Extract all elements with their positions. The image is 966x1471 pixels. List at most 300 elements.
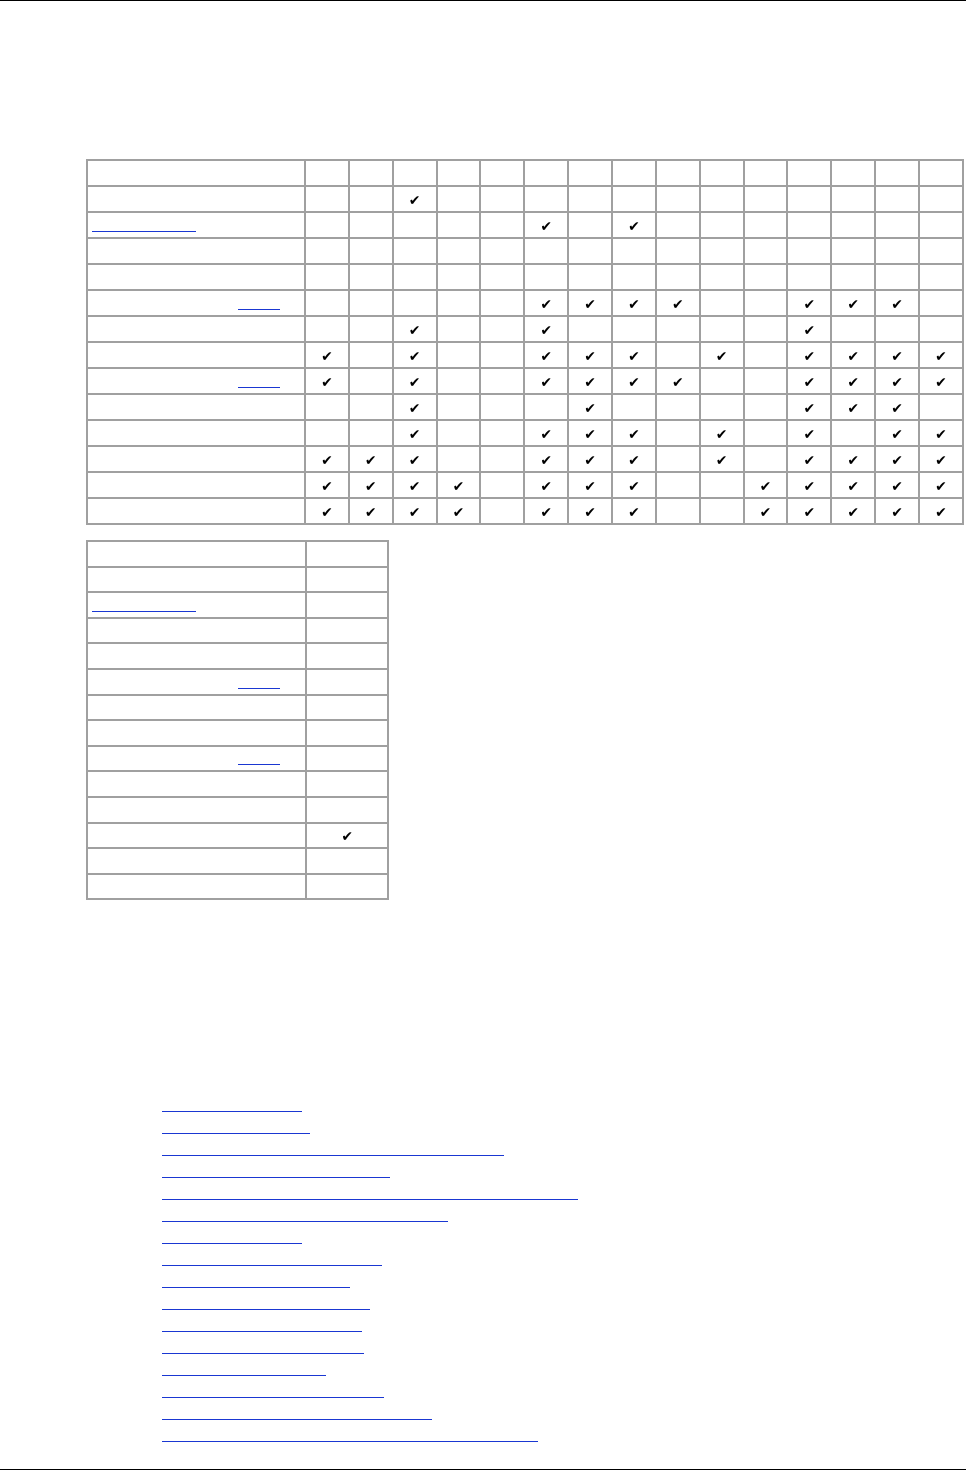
checkmark-icon: ✔: [891, 400, 903, 416]
matrix-cell: [394, 239, 436, 263]
matrix-cell: [307, 849, 387, 873]
matrix-cell: [788, 213, 830, 237]
checkmark-icon: ✔: [408, 192, 421, 208]
matrix-cell: [525, 265, 567, 289]
checkmark-icon: ✔: [803, 374, 816, 390]
checkmark-icon: ✔: [584, 452, 596, 468]
matrix-cell: [525, 395, 567, 419]
checkmark-icon: ✔: [584, 426, 596, 442]
matrix-cell: [745, 343, 787, 367]
checkmark-icon: ✔: [935, 374, 947, 390]
matrix-cell: [525, 343, 567, 367]
row-label-cell: [88, 447, 304, 471]
matrix-cell: [525, 187, 567, 211]
checkmark-icon: ✔: [935, 478, 947, 494]
matrix-cell: [525, 473, 567, 497]
matrix-cell: [307, 721, 387, 745]
checkmark-icon: ✔: [408, 426, 421, 442]
matrix-cell: [481, 213, 523, 237]
checkmark-icon: ✔: [935, 426, 947, 442]
checkmark-icon: ✔: [628, 348, 640, 364]
row-label-cell: [88, 542, 305, 566]
matrix-cell: [481, 395, 523, 419]
matrix-cell: [876, 239, 918, 263]
matrix-cell: [394, 473, 436, 497]
matrix-cell: [525, 317, 567, 341]
matrix-cell: [307, 568, 387, 592]
matrix-cell: [307, 670, 387, 694]
checkmark-icon: ✔: [847, 374, 860, 390]
matrix-cell: [306, 499, 348, 523]
matrix-cell: [657, 395, 699, 419]
checkmark-icon: ✔: [935, 452, 947, 468]
matrix-cell: [788, 499, 830, 523]
row-label-cell: [88, 499, 304, 523]
checkmark-icon: ✔: [759, 478, 772, 494]
matrix-cell: [876, 447, 918, 471]
checkmark-icon: ✔: [803, 322, 816, 338]
matrix-cell: [525, 239, 567, 263]
matrix-cell: [701, 239, 743, 263]
matrix-cell: [306, 161, 348, 185]
matrix-a-row: [88, 395, 962, 419]
checkmark-icon: ✔: [628, 218, 640, 234]
matrix-cell: [920, 343, 962, 367]
matrix-a-row: [88, 421, 962, 445]
matrix-cell: [701, 291, 743, 315]
checkmark-icon: ✔: [715, 348, 728, 364]
checkmark-icon: ✔: [584, 478, 596, 494]
matrix-cell: [832, 161, 874, 185]
checkmark-icon: ✔: [671, 296, 684, 312]
matrix-cell: [920, 447, 962, 471]
row-label-cell: [88, 798, 305, 822]
matrix-cell: [525, 421, 567, 445]
checkmark-icon: ✔: [452, 478, 465, 494]
checkmark-icon: ✔: [847, 348, 860, 364]
matrix-cell: [920, 317, 962, 341]
matrix-cell: [613, 161, 655, 185]
matrix-cell: [876, 317, 918, 341]
reference-link[interactable]: [162, 1177, 390, 1178]
matrix-cell: [569, 343, 611, 367]
row-label-cell: [88, 343, 304, 367]
matrix-cell: [306, 213, 348, 237]
matrix-cell: [306, 265, 348, 289]
reference-link[interactable]: [162, 1111, 302, 1112]
checkmark-icon: ✔: [671, 374, 684, 390]
checkmark-icon: ✔: [891, 374, 903, 390]
matrix-a-row: [88, 291, 962, 315]
row-label-cell: [88, 644, 305, 668]
matrix-cell: [481, 317, 523, 341]
matrix-cell: [481, 369, 523, 393]
matrix-cell: [613, 343, 655, 367]
row-label-cell: [88, 747, 305, 771]
checkmark-icon: ✔: [408, 374, 421, 390]
matrix-cell: [569, 447, 611, 471]
matrix-cell: [438, 395, 480, 419]
matrix-cell: [307, 875, 387, 899]
checkmark-icon: ✔: [891, 478, 903, 494]
checkmark-icon: ✔: [540, 348, 553, 364]
matrix-a-row: [88, 265, 962, 289]
matrix-cell: [745, 317, 787, 341]
checkmark-icon: ✔: [321, 374, 333, 390]
reference-link[interactable]: [162, 1133, 310, 1134]
matrix-cell: [745, 213, 787, 237]
top-rule: [0, 0, 966, 1]
reference-link[interactable]: [162, 1265, 382, 1266]
matrix-cell: [613, 421, 655, 445]
matrix-cell: [788, 369, 830, 393]
matrix-cell: [745, 187, 787, 211]
matrix-cell: [306, 317, 348, 341]
reference-link[interactable]: [162, 1419, 432, 1420]
checkmark-icon: ✔: [540, 322, 553, 338]
matrix-cell: [525, 291, 567, 315]
matrix-cell: [657, 161, 699, 185]
matrix-cell: [788, 447, 830, 471]
matrix-b-row: [88, 619, 387, 643]
row-label-link[interactable]: [92, 611, 196, 612]
matrix-cell: [350, 317, 392, 341]
checkmark-icon: ✔: [321, 478, 333, 494]
matrix-cell: [832, 265, 874, 289]
reference-link[interactable]: [162, 1243, 302, 1244]
matrix-cell: [350, 187, 392, 211]
matrix-cell: [701, 369, 743, 393]
matrix-cell: [307, 747, 387, 771]
row-label-cell: [88, 670, 305, 694]
matrix-b-row: [88, 772, 387, 796]
matrix-cell: [438, 239, 480, 263]
row-label-cell: [88, 473, 304, 497]
checkmark-icon: ✔: [803, 296, 816, 312]
checkmark-icon: ✔: [540, 504, 553, 520]
reference-link[interactable]: [162, 1397, 384, 1398]
matrix-cell: [657, 343, 699, 367]
matrix-b-row: [88, 875, 387, 899]
matrix-cell: [657, 265, 699, 289]
matrix-cell: [613, 265, 655, 289]
checkmark-icon: ✔: [803, 452, 816, 468]
matrix-a-row: [88, 369, 962, 393]
matrix-cell: [832, 473, 874, 497]
matrix-cell: [307, 696, 387, 720]
matrix-cell: [745, 447, 787, 471]
matrix-cell: [350, 265, 392, 289]
checkmark-icon: ✔: [891, 452, 903, 468]
matrix-cell: [569, 369, 611, 393]
checkmark-icon: ✔: [408, 452, 421, 468]
checkmark-icon: ✔: [847, 478, 860, 494]
matrix-cell: [306, 239, 348, 263]
matrix-cell: [657, 213, 699, 237]
matrix-cell: [832, 187, 874, 211]
matrix-cell: [613, 369, 655, 393]
checkmark-icon: ✔: [452, 504, 465, 520]
matrix-cell: [832, 369, 874, 393]
checkmark-icon: ✔: [847, 296, 860, 312]
checkmark-icon: ✔: [584, 504, 596, 520]
matrix-cell: [701, 421, 743, 445]
matrix-cell: [701, 343, 743, 367]
reference-link[interactable]: [162, 1309, 370, 1310]
row-label-link[interactable]: [238, 764, 280, 765]
matrix-cell: [745, 291, 787, 315]
matrix-cell: [481, 161, 523, 185]
matrix-cell: [569, 499, 611, 523]
matrix-cell: [394, 265, 436, 289]
feature-matrix-table: [86, 159, 964, 525]
matrix-cell: [701, 317, 743, 341]
matrix-cell: [307, 798, 387, 822]
matrix-cell: [701, 447, 743, 471]
row-label-cell: [88, 265, 304, 289]
matrix-cell: [657, 239, 699, 263]
matrix-cell: [525, 369, 567, 393]
matrix-cell: [788, 239, 830, 263]
row-label-cell: [88, 161, 304, 185]
matrix-cell: [569, 265, 611, 289]
reference-link[interactable]: [162, 1287, 350, 1288]
matrix-cell: [525, 499, 567, 523]
matrix-cell: [701, 187, 743, 211]
matrix-cell: [438, 187, 480, 211]
checkmark-icon: ✔: [715, 452, 728, 468]
matrix-cell: [613, 239, 655, 263]
matrix-cell: [745, 473, 787, 497]
matrix-cell: [438, 421, 480, 445]
matrix-cell: [307, 593, 387, 617]
matrix-cell: [657, 369, 699, 393]
row-label-cell: [88, 696, 305, 720]
matrix-cell: [745, 395, 787, 419]
matrix-cell: [525, 161, 567, 185]
checkmark-icon: ✔: [584, 374, 596, 390]
matrix-cell: [876, 213, 918, 237]
matrix-cell: [788, 187, 830, 211]
checkmark-icon: ✔: [891, 426, 903, 442]
matrix-cell: [350, 239, 392, 263]
matrix-cell: [394, 161, 436, 185]
matrix-b-row: [88, 568, 387, 592]
matrix-a-row: [88, 447, 962, 471]
matrix-cell: [920, 265, 962, 289]
matrix-cell: [307, 824, 387, 848]
matrix-cell: [394, 317, 436, 341]
matrix-cell: [481, 187, 523, 211]
matrix-b-row: [88, 696, 387, 720]
matrix-cell: [876, 499, 918, 523]
matrix-cell: [657, 473, 699, 497]
matrix-cell: [832, 343, 874, 367]
matrix-cell: [613, 213, 655, 237]
matrix-a-row: [88, 239, 962, 263]
matrix-cell: [832, 447, 874, 471]
matrix-b-row: [88, 747, 387, 771]
matrix-cell: [701, 473, 743, 497]
row-label-link[interactable]: [238, 309, 280, 310]
matrix-cell: [350, 395, 392, 419]
matrix-cell: [569, 317, 611, 341]
reference-link[interactable]: [162, 1331, 362, 1332]
matrix-cell: [657, 499, 699, 523]
matrix-cell: [832, 239, 874, 263]
matrix-cell: [394, 187, 436, 211]
matrix-cell: [481, 265, 523, 289]
checkmark-icon: ✔: [584, 348, 596, 364]
matrix-cell: [438, 265, 480, 289]
matrix-cell: [394, 291, 436, 315]
matrix-cell: [350, 447, 392, 471]
matrix-cell: [613, 395, 655, 419]
matrix-cell: [394, 213, 436, 237]
matrix-b-row: [88, 798, 387, 822]
row-label-cell: [88, 395, 304, 419]
feature-matrix-table-2: [86, 540, 389, 900]
checkmark-icon: ✔: [540, 426, 553, 442]
checkmark-icon: ✔: [540, 218, 553, 234]
checkmark-icon: ✔: [364, 478, 377, 494]
matrix-cell: [569, 291, 611, 315]
matrix-cell: [306, 421, 348, 445]
matrix-cell: [613, 187, 655, 211]
row-label-cell: [88, 239, 304, 263]
matrix-cell: [481, 447, 523, 471]
matrix-cell: [481, 291, 523, 315]
matrix-a-row: [88, 343, 962, 367]
matrix-cell: [701, 395, 743, 419]
matrix-cell: [788, 421, 830, 445]
checkmark-icon: ✔: [847, 452, 860, 468]
checkmark-icon: ✔: [364, 452, 377, 468]
matrix-b-row: [88, 849, 387, 873]
matrix-cell: [920, 187, 962, 211]
row-label-cell: [88, 875, 305, 899]
checkmark-icon: ✔: [540, 296, 553, 312]
checkmark-icon: ✔: [628, 296, 640, 312]
matrix-cell: [481, 343, 523, 367]
matrix-cell: [481, 499, 523, 523]
matrix-cell: [394, 499, 436, 523]
row-label-cell: [88, 213, 304, 237]
checkmark-icon: ✔: [408, 504, 421, 520]
matrix-b-row: [88, 670, 387, 694]
matrix-cell: [438, 291, 480, 315]
matrix-cell: [569, 473, 611, 497]
matrix-cell: [745, 499, 787, 523]
matrix-cell: [657, 187, 699, 211]
matrix-cell: [876, 421, 918, 445]
matrix-cell: [307, 772, 387, 796]
matrix-cell: [569, 421, 611, 445]
matrix-cell: [701, 161, 743, 185]
row-label-cell: [88, 317, 304, 341]
matrix-cell: [920, 239, 962, 263]
matrix-cell: [657, 317, 699, 341]
checkmark-icon: ✔: [364, 504, 377, 520]
checkmark-icon: ✔: [628, 478, 640, 494]
checkmark-icon: ✔: [628, 504, 640, 520]
row-label-link[interactable]: [238, 688, 280, 689]
matrix-cell: [876, 265, 918, 289]
reference-link[interactable]: [162, 1199, 578, 1200]
checkmark-icon: ✔: [891, 504, 903, 520]
matrix-cell: [438, 213, 480, 237]
matrix-cell: [876, 369, 918, 393]
matrix-a-row: [88, 213, 962, 237]
matrix-cell: [788, 291, 830, 315]
row-label-cell: [88, 421, 304, 445]
checkmark-icon: ✔: [715, 426, 728, 442]
matrix-cell: [788, 395, 830, 419]
checkmark-icon: ✔: [540, 374, 553, 390]
row-label-link[interactable]: [92, 231, 196, 232]
checkmark-icon: ✔: [408, 478, 421, 494]
checkmark-icon: ✔: [803, 478, 816, 494]
row-label-cell: [88, 824, 305, 848]
matrix-cell: [569, 161, 611, 185]
checkmark-icon: ✔: [540, 478, 553, 494]
matrix-cell: [306, 369, 348, 393]
matrix-cell: [306, 291, 348, 315]
row-label-link[interactable]: [238, 387, 280, 388]
reference-link[interactable]: [162, 1155, 504, 1156]
bottom-rule: [0, 1469, 966, 1470]
row-label-cell: [88, 593, 305, 617]
reference-link[interactable]: [162, 1375, 326, 1376]
matrix-cell: [569, 239, 611, 263]
checkmark-icon: ✔: [847, 504, 860, 520]
matrix-cell: [350, 421, 392, 445]
matrix-cell: [569, 213, 611, 237]
matrix-cell: [832, 395, 874, 419]
matrix-cell: [350, 291, 392, 315]
matrix-cell: [525, 447, 567, 471]
matrix-cell: [438, 161, 480, 185]
matrix-cell: [701, 213, 743, 237]
matrix-cell: [613, 447, 655, 471]
reference-link[interactable]: [162, 1441, 538, 1442]
matrix-cell: [350, 473, 392, 497]
matrix-cell: [876, 395, 918, 419]
matrix-cell: [307, 619, 387, 643]
reference-link[interactable]: [162, 1221, 448, 1222]
reference-link[interactable]: [162, 1353, 364, 1354]
checkmark-icon: ✔: [891, 296, 903, 312]
matrix-cell: [438, 499, 480, 523]
row-label-cell: [88, 721, 305, 745]
matrix-cell: [788, 265, 830, 289]
checkmark-icon: ✔: [321, 348, 333, 364]
matrix-cell: [306, 473, 348, 497]
matrix-cell: [745, 421, 787, 445]
matrix-cell: [613, 317, 655, 341]
row-label-cell: [88, 568, 305, 592]
matrix-cell: [745, 161, 787, 185]
checkmark-icon: ✔: [803, 348, 816, 364]
checkmark-icon: ✔: [803, 400, 816, 416]
matrix-cell: [832, 317, 874, 341]
matrix-a-row: [88, 499, 962, 523]
matrix-b-row: [88, 721, 387, 745]
matrix-cell: [657, 447, 699, 471]
matrix-cell: [745, 239, 787, 263]
matrix-cell: [745, 369, 787, 393]
matrix-cell: [832, 291, 874, 315]
